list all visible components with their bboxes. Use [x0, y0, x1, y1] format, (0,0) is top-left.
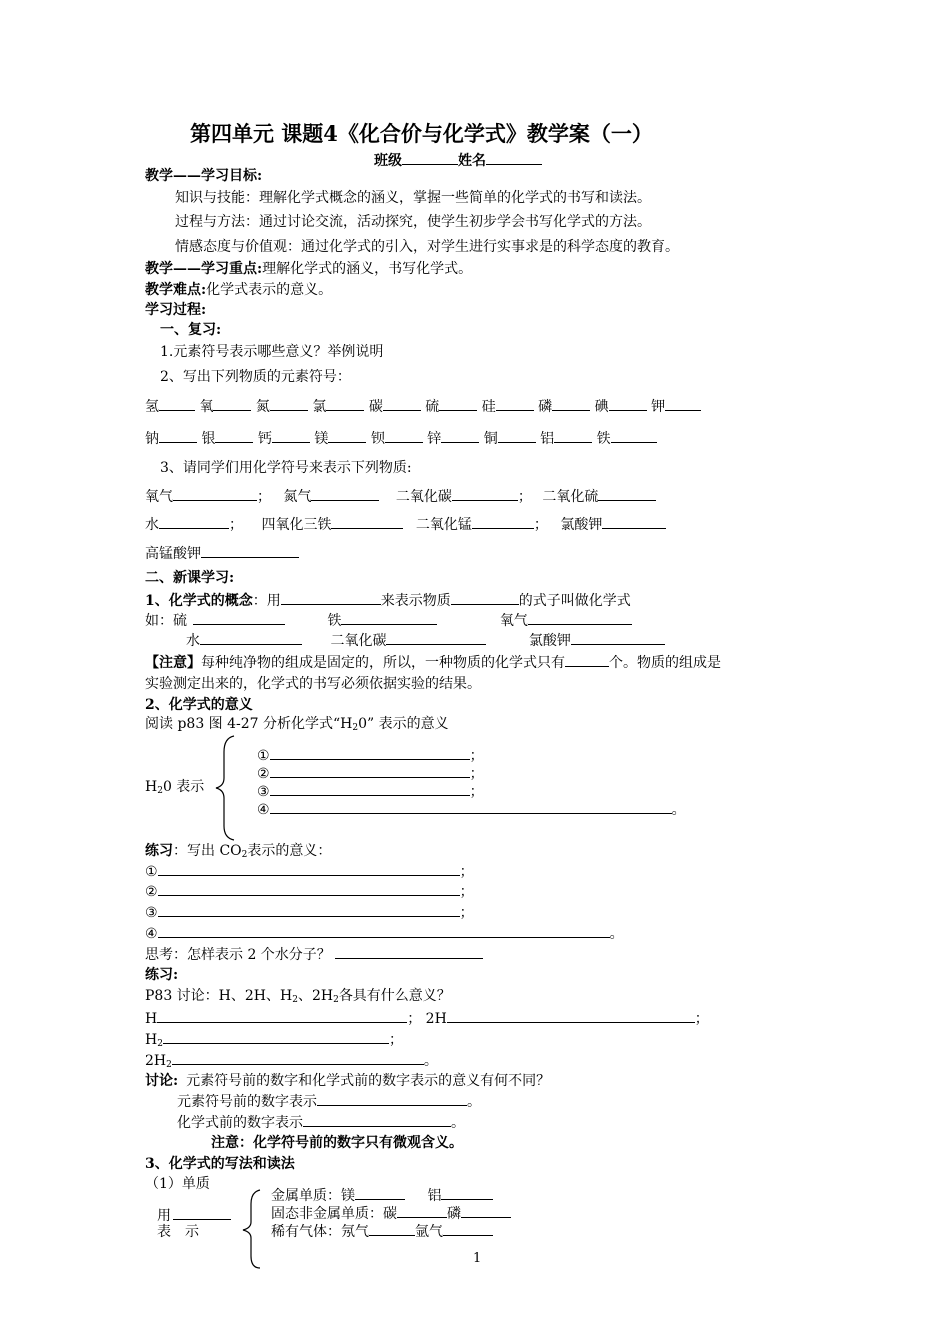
p83-discussion	[145, 986, 451, 1006]
left-brace	[238, 1188, 264, 1270]
answer-blank[interactable]	[602, 514, 666, 529]
answer-blank[interactable]	[386, 630, 486, 645]
answer-blank[interactable]	[272, 428, 310, 443]
concept-line	[145, 590, 631, 611]
answer-blank[interactable]	[213, 396, 251, 411]
answer-blank[interactable]	[281, 590, 381, 605]
difficulty-label: 教学难点:	[145, 282, 207, 298]
note-line-1	[145, 652, 721, 673]
element-k: 钾	[651, 399, 666, 415]
discuss-formula	[177, 1112, 465, 1133]
key-point-text: 理解化学式的涵义，书写化学式。	[262, 261, 473, 277]
name-blank[interactable]	[486, 150, 542, 165]
answer-blank[interactable]	[270, 763, 470, 778]
think-text: 思考：怎样表示 2 个水分子？	[145, 947, 331, 963]
key-point-label: 教学——学习重点:	[145, 261, 263, 277]
example-iron: 铁	[327, 613, 342, 629]
substance-kmno4: 高锰酸钾	[145, 546, 201, 562]
noble-line	[271, 1221, 493, 1242]
element-zn: 锌	[427, 431, 442, 447]
co2-meaning-3	[145, 902, 474, 923]
answer-blank[interactable]	[609, 396, 647, 411]
co2-meaning-4	[145, 923, 624, 944]
use-label: 用	[157, 1208, 171, 1224]
example-oxygen: 氧气	[499, 613, 528, 629]
answer-blank[interactable]	[439, 396, 477, 411]
note-text: 个。物质的组成是	[609, 655, 721, 671]
punct: ；	[459, 905, 474, 921]
answer-blank[interactable]	[328, 428, 366, 443]
punct: 。	[451, 1115, 465, 1131]
process-heading: 学习过程:	[145, 302, 207, 318]
read-instruction	[145, 714, 449, 734]
review-q2: 2、写出下列物质的元素符号：	[160, 369, 351, 385]
read-text: 0” 表示的意义	[358, 716, 449, 732]
answer-blank[interactable]	[441, 1185, 493, 1200]
note-label: 【注意】	[145, 655, 201, 671]
answer-blank[interactable]	[552, 396, 590, 411]
answer-blank[interactable]	[326, 396, 364, 411]
answer-blank[interactable]	[159, 396, 195, 411]
answer-blank[interactable]	[447, 1008, 695, 1023]
element-na: 钠	[145, 431, 159, 447]
element-c: 碳	[368, 399, 383, 415]
punct: ；	[459, 864, 474, 880]
punct: ；	[388, 1032, 403, 1048]
substance-oxygen: 氧气	[145, 489, 173, 505]
answer-blank[interactable]	[163, 1029, 389, 1044]
think-line	[145, 944, 483, 965]
example-kclo3: 氯酸钾	[528, 633, 571, 649]
subscript: 2	[292, 995, 298, 1005]
metal-label: 金属单质：镁	[271, 1188, 355, 1204]
substance-kclo3: 氯酸钾	[560, 517, 603, 533]
punct: 。	[423, 1053, 438, 1069]
review-heading: 一、复习:	[160, 322, 222, 338]
note-text: 每种纯净物的组成是固定的，所以，一种物质的化学式只有	[201, 655, 565, 671]
discuss-element	[177, 1091, 481, 1112]
discuss-text: 元素符号前的数字和化学式前的数字表示的意义有何不同？	[186, 1073, 551, 1089]
subscript: 2	[157, 786, 163, 796]
objective-knowledge: 知识与技能：理解化学式概念的涵义，掌握一些简单的化学式的书写和读法。	[175, 190, 651, 206]
answer-blank[interactable]	[200, 630, 302, 645]
p83-text: P83 讨论：H、2H、H	[145, 988, 293, 1004]
answer-blank[interactable]	[201, 543, 299, 558]
answer-blank[interactable]	[158, 923, 610, 938]
practice-label: 练习	[145, 843, 173, 859]
subscript: 2	[241, 850, 248, 860]
answer-blank[interactable]	[331, 514, 403, 529]
answer-blank[interactable]	[158, 861, 460, 876]
circle-number: ④	[145, 926, 158, 942]
key-point	[145, 259, 472, 279]
objective-emotion: 情感态度与价值观：通过化学式的引入，对学生进行实事求是的科学态度的教育。	[175, 239, 679, 255]
answer-blank[interactable]	[158, 902, 460, 917]
difficulty	[145, 280, 332, 300]
punct: 。	[609, 926, 624, 942]
circle-number: ①	[145, 864, 158, 880]
concept-text: 的式子叫做化学式	[518, 593, 631, 609]
discuss-text: 化学式前的数字表示	[177, 1115, 303, 1131]
substance-nitrogen: 氮气	[283, 489, 312, 505]
answer-blank[interactable]	[270, 396, 308, 411]
discussion-line	[145, 1071, 550, 1091]
answer-blank[interactable]	[335, 944, 483, 959]
element-p: 磷	[538, 399, 553, 415]
answer-blank[interactable]	[159, 428, 197, 443]
answer-blank[interactable]	[173, 1205, 231, 1220]
substance-fe3o4: 四氧化三铁	[261, 517, 332, 533]
answer-blank[interactable]	[215, 428, 253, 443]
answer-blank[interactable]	[270, 745, 470, 760]
element-cl: 氯	[312, 399, 327, 415]
review-q1: 1.元素符号表示哪些意义？举例说明	[160, 344, 384, 360]
h2o-text: H	[145, 779, 158, 795]
punct: ；	[469, 766, 484, 782]
symbol-2h: 2H	[425, 1011, 447, 1027]
practice-text: 表示的意义：	[247, 843, 332, 859]
separator: ；	[229, 517, 243, 533]
element-ca: 钙	[257, 431, 272, 447]
subscript: 2	[166, 1060, 172, 1070]
attention-note: 注意：化学符号前的数字只有微观含义。	[211, 1135, 463, 1151]
h2o-label	[145, 777, 204, 797]
h2o-meaning-4	[257, 799, 686, 820]
answer-blank[interactable]	[451, 590, 519, 605]
answer-blank[interactable]	[159, 514, 229, 529]
noble-label: 稀有气体：氖气	[271, 1224, 369, 1240]
example-water: 水	[186, 633, 200, 649]
answer-blank[interactable]	[270, 799, 672, 814]
punct: ；	[469, 784, 484, 800]
example-sulfur: 如：硫	[145, 613, 187, 629]
page-number: 1	[473, 1251, 482, 1266]
element-fe: 铁	[596, 431, 611, 447]
objective-process: 过程与方法：通过讨论交流，活动探究，使学生初步学会书写化学式的方法。	[175, 214, 651, 230]
example-row-1	[145, 610, 632, 631]
symbol-2h2: 2H	[145, 1053, 167, 1069]
answer-blank[interactable]	[385, 428, 423, 443]
answer-blank[interactable]	[270, 781, 470, 796]
subscript: 2	[157, 1039, 163, 1049]
separator: ；	[257, 489, 271, 505]
answer-blank[interactable]	[383, 396, 421, 411]
punct: ；	[407, 1011, 422, 1027]
new-lesson-heading: 二、新课学习:	[145, 570, 235, 586]
answer-blank[interactable]	[461, 1203, 511, 1218]
answer-blank[interactable]	[443, 1221, 493, 1236]
concept-text: ：用	[252, 593, 281, 609]
concept-text: 来表示物质	[380, 593, 451, 609]
element-ag: 银	[201, 431, 216, 447]
answer-blank[interactable]	[498, 428, 536, 443]
element-s: 硫	[425, 399, 440, 415]
element-ba: 钡	[370, 431, 385, 447]
discuss-text: 元素符号前的数字表示	[177, 1094, 317, 1110]
subscript: 2	[333, 995, 339, 1005]
punct: 。	[467, 1094, 481, 1110]
substance-row-3	[145, 543, 299, 564]
circle-number: ③	[257, 784, 270, 800]
circle-number: ②	[145, 884, 158, 900]
practice2-label: 练习:	[145, 967, 179, 983]
class-label: 班级	[374, 153, 402, 169]
answer-blank[interactable]	[397, 1203, 447, 1218]
h-2h-line	[145, 1008, 709, 1029]
element-h: 氢	[145, 399, 159, 415]
co2-meaning-1	[145, 861, 474, 882]
answer-blank[interactable]	[441, 428, 479, 443]
separator: ；	[533, 517, 548, 533]
answer-blank[interactable]	[665, 396, 701, 411]
metal-al: 铝	[427, 1188, 442, 1204]
element-row-2	[145, 428, 657, 449]
example-co2: 二氧化碳	[330, 633, 387, 649]
substance-co2: 二氧化碳	[395, 489, 452, 505]
class-blank[interactable]	[402, 150, 458, 165]
substance-mno2: 二氧化锰	[415, 517, 472, 533]
punct: ；	[694, 1011, 709, 1027]
page-title: 第四单元 课题4《化合价与化学式》教学案（一）	[190, 121, 653, 146]
circle-number: ④	[257, 802, 270, 818]
punct: ；	[459, 884, 474, 900]
discuss-label: 讨论:	[145, 1073, 179, 1089]
separator: ；	[517, 489, 532, 505]
symbol-h2: H	[145, 1032, 158, 1048]
substance-so2: 二氧化硫	[542, 489, 599, 505]
review-q3: 3、请同学们用化学符号来表示下列物质:	[160, 460, 412, 476]
answer-blank[interactable]	[303, 1112, 451, 1127]
subscript: 2	[352, 723, 359, 733]
answer-blank[interactable]	[554, 428, 592, 443]
left-brace	[212, 734, 238, 842]
circle-number: ①	[257, 748, 270, 764]
practice-text: ：写出 CO	[173, 843, 242, 859]
difficulty-text: 化学式表示的意义。	[206, 282, 333, 298]
answer-blank[interactable]	[341, 610, 437, 625]
punct: ；	[469, 748, 484, 764]
circle-number: ③	[145, 905, 158, 921]
element-cu: 铜	[483, 431, 498, 447]
answer-blank[interactable]	[369, 1221, 415, 1236]
note-line-2: 实验测定出来的，化学式的书写必须依据实验的结果。	[145, 676, 481, 692]
answer-blank[interactable]	[496, 396, 534, 411]
element-n: 氮	[255, 399, 270, 415]
answer-blank[interactable]	[311, 486, 379, 501]
2h2-line	[145, 1050, 438, 1071]
concept-label: 1、化学式的概念	[145, 593, 253, 609]
nonmetal-label: 固态非金属单质：碳	[271, 1206, 397, 1222]
example-row-2	[186, 630, 665, 651]
substance-water: 水	[145, 517, 159, 533]
meaning-heading: 2、化学式的意义	[145, 697, 253, 713]
answer-blank[interactable]	[571, 630, 665, 645]
co2-practice	[145, 841, 331, 861]
p83-text: 各具有什么意义？	[338, 988, 451, 1004]
answer-blank[interactable]	[528, 610, 632, 625]
express-label: 表 示	[157, 1224, 199, 1240]
answer-blank[interactable]	[472, 514, 534, 529]
h2o-text: 0 表示	[162, 779, 205, 795]
answer-blank[interactable]	[611, 428, 657, 443]
element-o: 氧	[199, 399, 214, 415]
answer-blank[interactable]	[452, 486, 518, 501]
element-mg: 镁	[314, 431, 329, 447]
co2-meaning-2	[145, 881, 474, 902]
single-substance-label: （1）单质	[145, 1176, 210, 1192]
element-si: 硅	[481, 399, 496, 415]
symbol-h: H	[145, 1011, 158, 1027]
circle-number: ②	[257, 766, 270, 782]
element-i: 碘	[594, 399, 609, 415]
class-name-line	[374, 150, 542, 171]
p83-text: 、2H	[297, 988, 334, 1004]
answer-blank[interactable]	[173, 486, 257, 501]
answer-blank[interactable]	[172, 1050, 424, 1065]
answer-blank[interactable]	[565, 652, 609, 667]
answer-blank[interactable]	[355, 1185, 405, 1200]
answer-blank[interactable]	[158, 881, 460, 896]
answer-blank[interactable]	[193, 610, 285, 625]
answer-blank[interactable]	[598, 486, 656, 501]
answer-blank[interactable]	[157, 1008, 407, 1023]
name-label: 姓名	[458, 153, 486, 169]
read-text: 阅读 p83 图 4-27 分析化学式“H	[145, 716, 353, 732]
h2-line	[145, 1029, 403, 1050]
substance-row-2	[145, 514, 666, 535]
nonmetal-p: 磷	[447, 1206, 461, 1222]
punct: 。	[671, 802, 686, 818]
answer-blank[interactable]	[317, 1091, 467, 1106]
element-row-1	[145, 396, 701, 417]
substance-row-1	[145, 486, 656, 507]
writing-heading: 3、化学式的写法和读法	[145, 1156, 295, 1172]
objectives-heading: 教学——学习目标:	[145, 168, 263, 184]
noble-ar: 氩气	[415, 1224, 443, 1240]
element-al: 铝	[540, 431, 555, 447]
